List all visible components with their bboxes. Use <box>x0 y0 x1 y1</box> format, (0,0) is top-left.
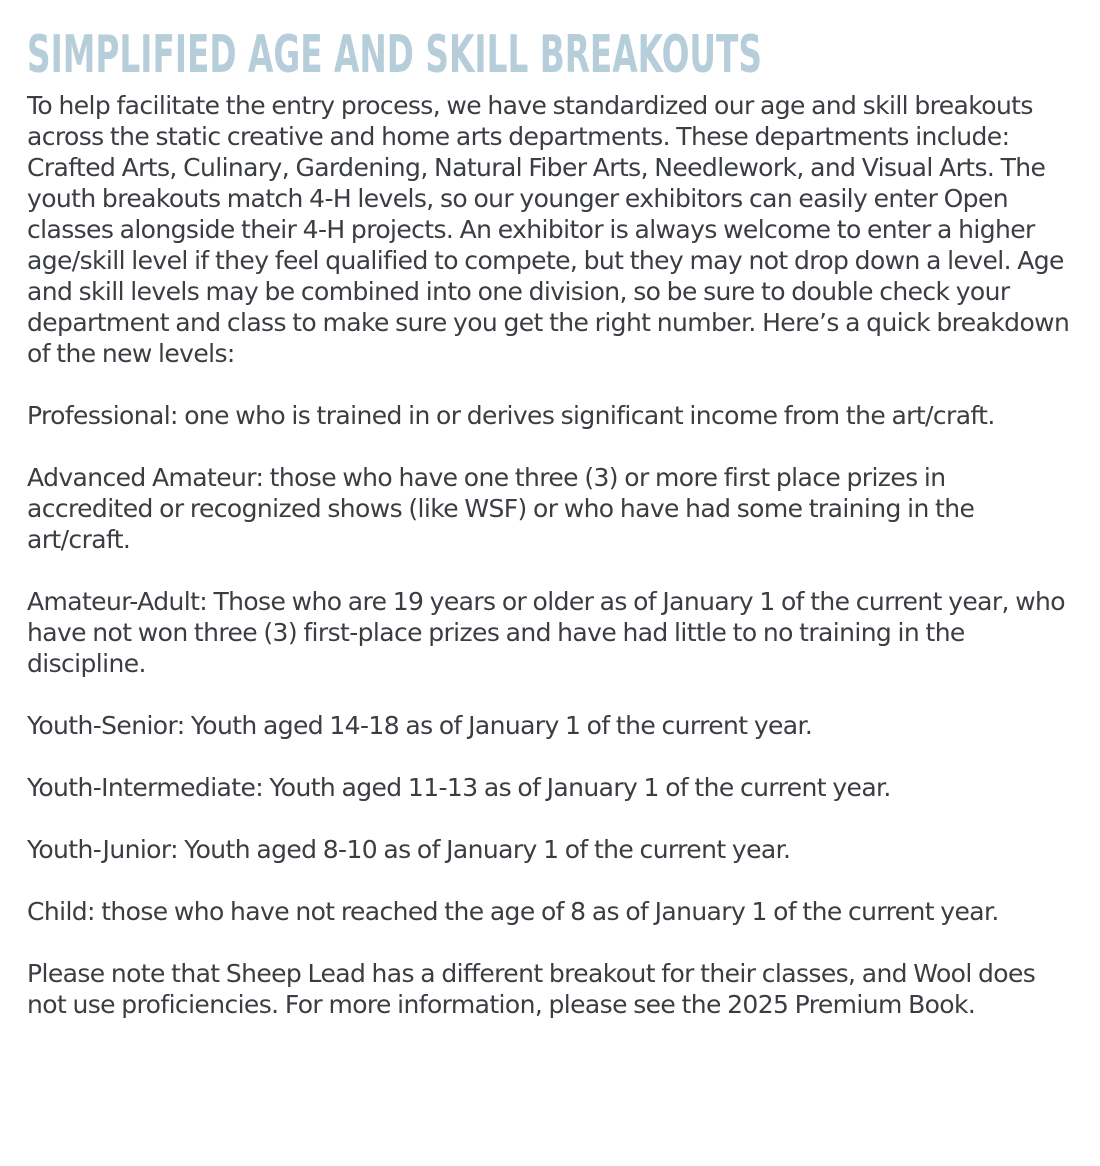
document-body <box>27 90 1077 1020</box>
level-child: Child: those who have not reached the age of 8 as of January 1 of the current year. <box>27 897 999 926</box>
level-amateur-adult: Amateur-Adult: Those who are 19 years or older as of January 1 of the current year, who have not won three (3) first-place prizes and have had little to no training in the discipline. <box>27 587 1065 678</box>
level-youth-intermediate: Youth-Intermediate: Youth aged 11-13 as of January 1 of the current year. <box>27 773 891 802</box>
closing-note: Please note that Sheep Lead has a different breakout for their classes, and Wool does not use proficiencies. For more information, please see the 2025 Premium Book. <box>27 959 1036 1019</box>
level-youth-senior: Youth-Senior: Youth aged 14-18 as of January 1 of the current year. <box>27 711 813 740</box>
level-professional: Professional: one who is trained in or derives significant income from the art/craft. <box>27 401 995 430</box>
intro-paragraph: To help facilitate the entry process, we have standardized our age and skill breakouts across the static creative and home arts departments. These departments include: Crafted Arts, Culinary, Gardening, Natural Fiber Arts, Needlework, and Visual Arts. The youth breakouts match 4-H levels, so our younger exhibitors can easily enter Open classes alongside their 4-H projects. An exhibitor is always welcome to enter a higher age/skill level if they feel qualified to compete, but they may not drop down a level. Age and skill levels may be combined into one division, so be sure to double check your department and class to make sure you get the right number. Here’s a quick breakdown of the new levels: <box>27 91 1070 368</box>
page-title: SIMPLIFIED AGE AND SKILL BREAKOUTS <box>27 25 762 85</box>
document-page <box>27 24 1077 1020</box>
level-advanced-amateur: Advanced Amateur: those who have one three (3) or more first place prizes in accredited or recognized shows (like WSF) or who have had some training in the art/craft. <box>27 463 975 554</box>
level-youth-junior: Youth-Junior: Youth aged 8-10 as of January 1 of the current year. <box>27 835 791 864</box>
